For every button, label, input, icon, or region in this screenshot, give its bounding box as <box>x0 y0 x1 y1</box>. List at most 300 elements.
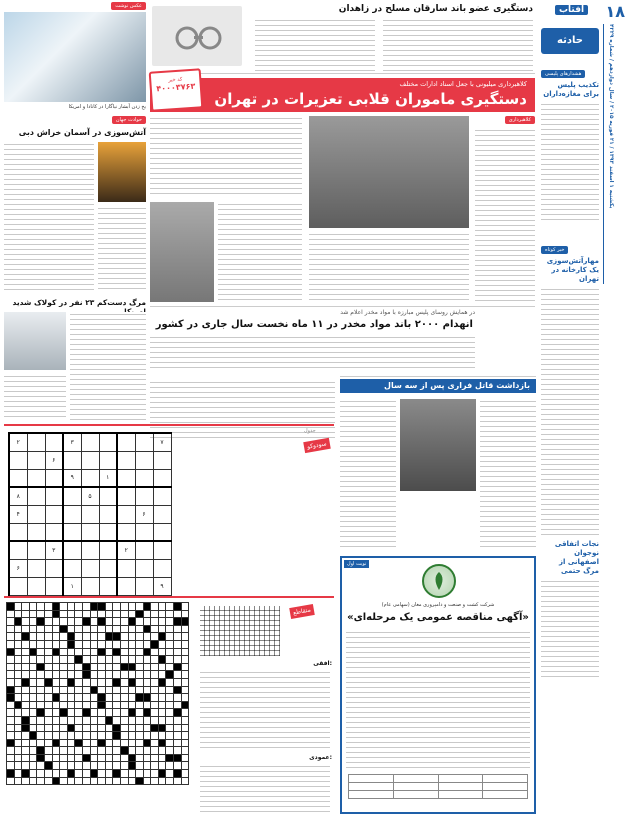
crossword-cell[interactable] <box>105 656 113 664</box>
crossword-cell[interactable] <box>67 739 75 747</box>
sudoku-cell[interactable] <box>63 487 81 505</box>
crossword-cell[interactable] <box>22 701 30 709</box>
sudoku-cell[interactable] <box>81 523 99 541</box>
sudoku-cell[interactable] <box>45 577 63 595</box>
crossword-cell[interactable] <box>143 686 151 694</box>
crossword-cell[interactable] <box>113 770 121 778</box>
crossword-cell[interactable] <box>67 603 75 611</box>
crossword-cell[interactable] <box>120 701 128 709</box>
crossword-cell[interactable] <box>136 724 144 732</box>
crossword-cell[interactable] <box>181 732 189 740</box>
crossword-cell[interactable] <box>128 686 136 694</box>
crossword-cell[interactable] <box>143 671 151 679</box>
crossword-cell[interactable] <box>14 747 22 755</box>
crossword-cell[interactable] <box>166 754 174 762</box>
crossword-cell[interactable] <box>90 603 98 611</box>
crossword-cell[interactable] <box>120 762 128 770</box>
crossword-cell[interactable] <box>151 633 159 641</box>
crossword-cell[interactable] <box>52 709 60 717</box>
crossword-cell[interactable] <box>90 640 98 648</box>
crossword-cell[interactable] <box>105 625 113 633</box>
crossword-cell[interactable] <box>174 640 182 648</box>
crossword-cell[interactable] <box>7 633 15 641</box>
crossword-cell[interactable] <box>29 709 37 717</box>
crossword-cell[interactable] <box>98 777 106 785</box>
crossword-cell[interactable] <box>181 618 189 626</box>
crossword-cell[interactable] <box>37 678 45 686</box>
crossword-cell[interactable] <box>174 686 182 694</box>
crossword-cell[interactable] <box>174 716 182 724</box>
crossword-cell[interactable] <box>29 716 37 724</box>
crossword-cell[interactable] <box>44 770 52 778</box>
sudoku-cell[interactable]: ۳ <box>45 541 63 559</box>
crossword-cell[interactable] <box>82 678 90 686</box>
crossword-cell[interactable] <box>22 656 30 664</box>
crossword-cell[interactable] <box>22 754 30 762</box>
crossword-cell[interactable] <box>113 603 121 611</box>
sudoku-cell[interactable] <box>45 469 63 487</box>
crossword-cell[interactable] <box>174 694 182 702</box>
crossword-cell[interactable] <box>166 724 174 732</box>
crossword-cell[interactable] <box>181 694 189 702</box>
crossword-cell[interactable] <box>37 625 45 633</box>
crossword-cell[interactable] <box>98 648 106 656</box>
crossword-cell[interactable] <box>29 663 37 671</box>
crossword-cell[interactable] <box>29 678 37 686</box>
crossword-cell[interactable] <box>52 678 60 686</box>
crossword-cell[interactable] <box>82 603 90 611</box>
crossword-cell[interactable] <box>98 732 106 740</box>
crossword-cell[interactable] <box>67 762 75 770</box>
crossword-cell[interactable] <box>60 732 68 740</box>
crossword-cell[interactable] <box>136 701 144 709</box>
crossword-cell[interactable] <box>181 656 189 664</box>
crossword-cell[interactable] <box>128 633 136 641</box>
sudoku-cell[interactable]: ۲ <box>9 433 27 451</box>
crossword-cell[interactable] <box>44 701 52 709</box>
crossword-cell[interactable] <box>143 633 151 641</box>
crossword-cell[interactable] <box>113 762 121 770</box>
crossword-cell[interactable] <box>60 648 68 656</box>
crossword-cell[interactable] <box>14 610 22 618</box>
crossword-cell[interactable] <box>75 701 83 709</box>
sudoku-cell[interactable] <box>9 469 27 487</box>
crossword-cell[interactable] <box>37 671 45 679</box>
crossword-cell[interactable] <box>128 732 136 740</box>
crossword-cell[interactable] <box>7 754 15 762</box>
crossword-cell[interactable] <box>136 770 144 778</box>
crossword-cell[interactable] <box>136 709 144 717</box>
crossword-cell[interactable] <box>37 732 45 740</box>
crossword-cell[interactable] <box>22 724 30 732</box>
crossword-cell[interactable] <box>136 739 144 747</box>
crossword-cell[interactable] <box>151 640 159 648</box>
sudoku-cell[interactable] <box>81 559 99 577</box>
crossword-cell[interactable] <box>151 671 159 679</box>
sudoku-cell[interactable] <box>27 577 45 595</box>
sudoku-cell[interactable] <box>27 469 45 487</box>
crossword-cell[interactable] <box>7 739 15 747</box>
crossword-cell[interactable] <box>14 694 22 702</box>
crossword-cell[interactable] <box>128 603 136 611</box>
crossword-cell[interactable] <box>52 716 60 724</box>
sudoku-cell[interactable] <box>153 469 171 487</box>
crossword-cell[interactable] <box>98 640 106 648</box>
crossword-cell[interactable] <box>174 724 182 732</box>
crossword-cell[interactable] <box>67 671 75 679</box>
crossword-cell[interactable] <box>98 656 106 664</box>
crossword-cell[interactable] <box>60 610 68 618</box>
crossword-cell[interactable] <box>44 716 52 724</box>
crossword-cell[interactable] <box>82 777 90 785</box>
crossword-cell[interactable] <box>22 678 30 686</box>
crossword-cell[interactable] <box>136 732 144 740</box>
crossword-cell[interactable] <box>67 633 75 641</box>
crossword-cell[interactable] <box>151 754 159 762</box>
crossword-cell[interactable] <box>82 625 90 633</box>
crossword-cell[interactable] <box>82 770 90 778</box>
crossword-cell[interactable] <box>52 618 60 626</box>
crossword-cell[interactable] <box>136 754 144 762</box>
crossword-cell[interactable] <box>143 648 151 656</box>
crossword-cell[interactable] <box>52 671 60 679</box>
crossword-cell[interactable] <box>37 777 45 785</box>
crossword-cell[interactable] <box>158 770 166 778</box>
crossword-cell[interactable] <box>105 671 113 679</box>
crossword-cell[interactable] <box>166 686 174 694</box>
crossword-cell[interactable] <box>98 739 106 747</box>
crossword-cell[interactable] <box>37 686 45 694</box>
crossword-cell[interactable] <box>136 663 144 671</box>
sudoku-cell[interactable] <box>81 541 99 559</box>
crossword-cell[interactable] <box>181 648 189 656</box>
crossword-cell[interactable] <box>143 732 151 740</box>
crossword-cell[interactable] <box>143 640 151 648</box>
crossword-cell[interactable] <box>174 610 182 618</box>
crossword-cell[interactable] <box>90 663 98 671</box>
crossword-cell[interactable] <box>158 678 166 686</box>
crossword-cell[interactable] <box>75 739 83 747</box>
crossword-cell[interactable] <box>29 656 37 664</box>
crossword-cell[interactable] <box>90 709 98 717</box>
crossword-cell[interactable] <box>158 625 166 633</box>
crossword-cell[interactable] <box>14 625 22 633</box>
crossword-cell[interactable] <box>82 663 90 671</box>
crossword-cell[interactable] <box>158 648 166 656</box>
crossword-cell[interactable] <box>75 640 83 648</box>
crossword-cell[interactable] <box>75 603 83 611</box>
crossword-cell[interactable] <box>174 603 182 611</box>
crossword-cell[interactable] <box>158 732 166 740</box>
sudoku-cell[interactable]: ۶ <box>45 451 63 469</box>
crossword-cell[interactable] <box>75 709 83 717</box>
crossword-cell[interactable] <box>120 770 128 778</box>
sudoku-cell[interactable] <box>117 451 135 469</box>
crossword-cell[interactable] <box>14 686 22 694</box>
crossword-cell[interactable] <box>120 739 128 747</box>
crossword-cell[interactable] <box>128 625 136 633</box>
sudoku-cell[interactable] <box>99 559 117 577</box>
sudoku-cell[interactable] <box>63 559 81 577</box>
crossword-cell[interactable] <box>29 747 37 755</box>
crossword-cell[interactable] <box>60 716 68 724</box>
crossword-cell[interactable] <box>105 640 113 648</box>
crossword-cell[interactable] <box>60 625 68 633</box>
crossword-cell[interactable] <box>22 716 30 724</box>
crossword-cell[interactable] <box>7 777 15 785</box>
crossword-cell[interactable] <box>14 709 22 717</box>
crossword-cell[interactable] <box>67 694 75 702</box>
crossword-cell[interactable] <box>7 716 15 724</box>
crossword-cell[interactable] <box>22 709 30 717</box>
crossword-cell[interactable] <box>60 747 68 755</box>
crossword-cell[interactable] <box>37 633 45 641</box>
crossword-cell[interactable] <box>37 716 45 724</box>
sudoku-cell[interactable] <box>81 469 99 487</box>
crossword-cell[interactable] <box>181 777 189 785</box>
crossword-cell[interactable] <box>136 747 144 755</box>
crossword-cell[interactable] <box>44 671 52 679</box>
sudoku-cell[interactable] <box>135 541 153 559</box>
crossword-cell[interactable] <box>67 648 75 656</box>
crossword-cell[interactable] <box>60 724 68 732</box>
crossword-cell[interactable] <box>44 747 52 755</box>
crossword-cell[interactable] <box>120 663 128 671</box>
crossword-cell[interactable] <box>105 701 113 709</box>
crossword-cell[interactable] <box>90 633 98 641</box>
crossword-cell[interactable] <box>82 656 90 664</box>
crossword-cell[interactable] <box>7 618 15 626</box>
crossword-cell[interactable] <box>98 663 106 671</box>
crossword-cell[interactable] <box>136 640 144 648</box>
crossword-cell[interactable] <box>136 625 144 633</box>
crossword-cell[interactable] <box>75 648 83 656</box>
crossword-cell[interactable] <box>105 678 113 686</box>
crossword-cell[interactable] <box>128 724 136 732</box>
crossword-cell[interactable] <box>98 754 106 762</box>
crossword-cell[interactable] <box>29 754 37 762</box>
crossword-cell[interactable] <box>7 671 15 679</box>
crossword-cell[interactable] <box>174 656 182 664</box>
crossword-cell[interactable] <box>136 716 144 724</box>
crossword-cell[interactable] <box>37 739 45 747</box>
crossword-cell[interactable] <box>166 625 174 633</box>
crossword-cell[interactable] <box>128 770 136 778</box>
crossword-cell[interactable] <box>98 625 106 633</box>
crossword-cell[interactable] <box>158 762 166 770</box>
crossword-cell[interactable] <box>29 732 37 740</box>
crossword-cell[interactable] <box>7 610 15 618</box>
crossword-cell[interactable] <box>7 663 15 671</box>
crossword-cell[interactable] <box>143 739 151 747</box>
crossword-cell[interactable] <box>181 663 189 671</box>
crossword-cell[interactable] <box>44 648 52 656</box>
crossword-cell[interactable] <box>67 701 75 709</box>
crossword-cell[interactable] <box>113 671 121 679</box>
crossword-cell[interactable] <box>174 777 182 785</box>
crossword-cell[interactable] <box>143 694 151 702</box>
crossword-cell[interactable] <box>105 610 113 618</box>
crossword-cell[interactable] <box>174 648 182 656</box>
crossword-cell[interactable] <box>105 663 113 671</box>
crossword-cell[interactable] <box>166 603 174 611</box>
crossword-cell[interactable] <box>29 777 37 785</box>
crossword-cell[interactable] <box>29 633 37 641</box>
crossword-cell[interactable] <box>14 701 22 709</box>
crossword-cell[interactable] <box>44 754 52 762</box>
crossword-cell[interactable] <box>105 694 113 702</box>
crossword-cell[interactable] <box>67 754 75 762</box>
crossword-cell[interactable] <box>37 640 45 648</box>
crossword-cell[interactable] <box>7 694 15 702</box>
crossword-cell[interactable] <box>22 686 30 694</box>
crossword-cell[interactable] <box>120 618 128 626</box>
sudoku-cell[interactable] <box>135 559 153 577</box>
sudoku-cell[interactable] <box>153 541 171 559</box>
crossword-cell[interactable] <box>75 716 83 724</box>
crossword-cell[interactable] <box>120 754 128 762</box>
crossword-cell[interactable] <box>128 709 136 717</box>
sudoku-cell[interactable] <box>81 451 99 469</box>
crossword-cell[interactable] <box>113 739 121 747</box>
crossword-cell[interactable] <box>52 747 60 755</box>
crossword-cell[interactable] <box>120 633 128 641</box>
crossword-cell[interactable] <box>90 732 98 740</box>
sudoku-cell[interactable] <box>99 433 117 451</box>
crossword-cell[interactable] <box>22 732 30 740</box>
crossword-cell[interactable] <box>151 747 159 755</box>
crossword-cell[interactable] <box>22 640 30 648</box>
crossword-cell[interactable] <box>90 762 98 770</box>
crossword-cell[interactable] <box>82 648 90 656</box>
crossword-cell[interactable] <box>166 701 174 709</box>
crossword-cell[interactable] <box>67 678 75 686</box>
crossword-cell[interactable] <box>98 709 106 717</box>
crossword-cell[interactable] <box>14 618 22 626</box>
crossword-cell[interactable] <box>14 770 22 778</box>
crossword-cell[interactable] <box>60 603 68 611</box>
crossword-cell[interactable] <box>29 603 37 611</box>
crossword-cell[interactable] <box>158 694 166 702</box>
sudoku-cell[interactable]: ۱ <box>63 577 81 595</box>
crossword-cell[interactable] <box>158 671 166 679</box>
crossword-cell[interactable] <box>113 724 121 732</box>
crossword-cell[interactable] <box>52 770 60 778</box>
crossword-cell[interactable] <box>181 671 189 679</box>
crossword-cell[interactable] <box>7 678 15 686</box>
crossword-cell[interactable] <box>174 671 182 679</box>
crossword-cell[interactable] <box>113 656 121 664</box>
crossword-cell[interactable] <box>44 762 52 770</box>
sudoku-cell[interactable]: ۲ <box>117 541 135 559</box>
crossword-cell[interactable] <box>44 603 52 611</box>
crossword-cell[interactable] <box>113 694 121 702</box>
crossword-cell[interactable] <box>136 694 144 702</box>
crossword-cell[interactable] <box>14 762 22 770</box>
sudoku-cell[interactable]: ۴ <box>9 505 27 523</box>
crossword-cell[interactable] <box>181 640 189 648</box>
crossword-cell[interactable] <box>174 709 182 717</box>
crossword-cell[interactable] <box>75 732 83 740</box>
crossword-cell[interactable] <box>136 656 144 664</box>
crossword-cell[interactable] <box>60 618 68 626</box>
crossword-cell[interactable] <box>105 724 113 732</box>
crossword-cell[interactable] <box>158 754 166 762</box>
crossword-cell[interactable] <box>128 716 136 724</box>
crossword-cell[interactable] <box>174 701 182 709</box>
crossword-cell[interactable] <box>44 686 52 694</box>
crossword-cell[interactable] <box>181 716 189 724</box>
crossword-cell[interactable] <box>52 739 60 747</box>
sudoku-cell[interactable] <box>117 523 135 541</box>
crossword-cell[interactable] <box>128 671 136 679</box>
sudoku-cell[interactable] <box>27 559 45 577</box>
crossword-cell[interactable] <box>90 625 98 633</box>
sudoku-cell[interactable]: ۶ <box>9 559 27 577</box>
crossword-cell[interactable] <box>181 686 189 694</box>
crossword-cell[interactable] <box>82 762 90 770</box>
crossword-cell[interactable] <box>37 762 45 770</box>
crossword-cell[interactable] <box>29 671 37 679</box>
crossword-cell[interactable] <box>128 618 136 626</box>
crossword-cell[interactable] <box>136 678 144 686</box>
crossword-cell[interactable] <box>7 656 15 664</box>
crossword-cell[interactable] <box>158 709 166 717</box>
crossword-cell[interactable] <box>158 610 166 618</box>
sudoku-cell[interactable] <box>99 487 117 505</box>
crossword-cell[interactable] <box>128 762 136 770</box>
crossword-cell[interactable] <box>105 747 113 755</box>
crossword-cell[interactable] <box>166 694 174 702</box>
crossword-cell[interactable] <box>90 618 98 626</box>
crossword-cell[interactable] <box>128 610 136 618</box>
crossword-cell[interactable] <box>44 618 52 626</box>
crossword-cell[interactable] <box>60 762 68 770</box>
crossword-cell[interactable] <box>37 709 45 717</box>
crossword-cell[interactable] <box>120 640 128 648</box>
crossword-cell[interactable] <box>151 686 159 694</box>
crossword-cell[interactable] <box>7 732 15 740</box>
crossword-cell[interactable] <box>90 739 98 747</box>
crossword-cell[interactable] <box>136 648 144 656</box>
crossword-cell[interactable] <box>151 724 159 732</box>
crossword-cell[interactable] <box>136 762 144 770</box>
crossword-cell[interactable] <box>113 640 121 648</box>
crossword-cell[interactable] <box>52 603 60 611</box>
crossword-cell[interactable] <box>113 686 121 694</box>
crossword-cell[interactable] <box>181 770 189 778</box>
sudoku-cell[interactable] <box>153 505 171 523</box>
crossword-cell[interactable] <box>37 648 45 656</box>
sudoku-cell[interactable] <box>153 523 171 541</box>
crossword-cell[interactable] <box>105 754 113 762</box>
crossword-cell[interactable] <box>37 663 45 671</box>
crossword-cell[interactable] <box>7 770 15 778</box>
crossword-cell[interactable] <box>105 762 113 770</box>
crossword-cell[interactable] <box>166 633 174 641</box>
sudoku-cell[interactable] <box>81 433 99 451</box>
crossword-cell[interactable] <box>52 694 60 702</box>
crossword-cell[interactable] <box>29 762 37 770</box>
crossword-cell[interactable] <box>128 656 136 664</box>
crossword-cell[interactable] <box>128 754 136 762</box>
crossword-cell[interactable] <box>113 633 121 641</box>
crossword-cell[interactable] <box>82 694 90 702</box>
crossword-cell[interactable] <box>136 603 144 611</box>
crossword-cell[interactable] <box>90 656 98 664</box>
sudoku-cell[interactable] <box>117 433 135 451</box>
crossword-cell[interactable] <box>151 694 159 702</box>
